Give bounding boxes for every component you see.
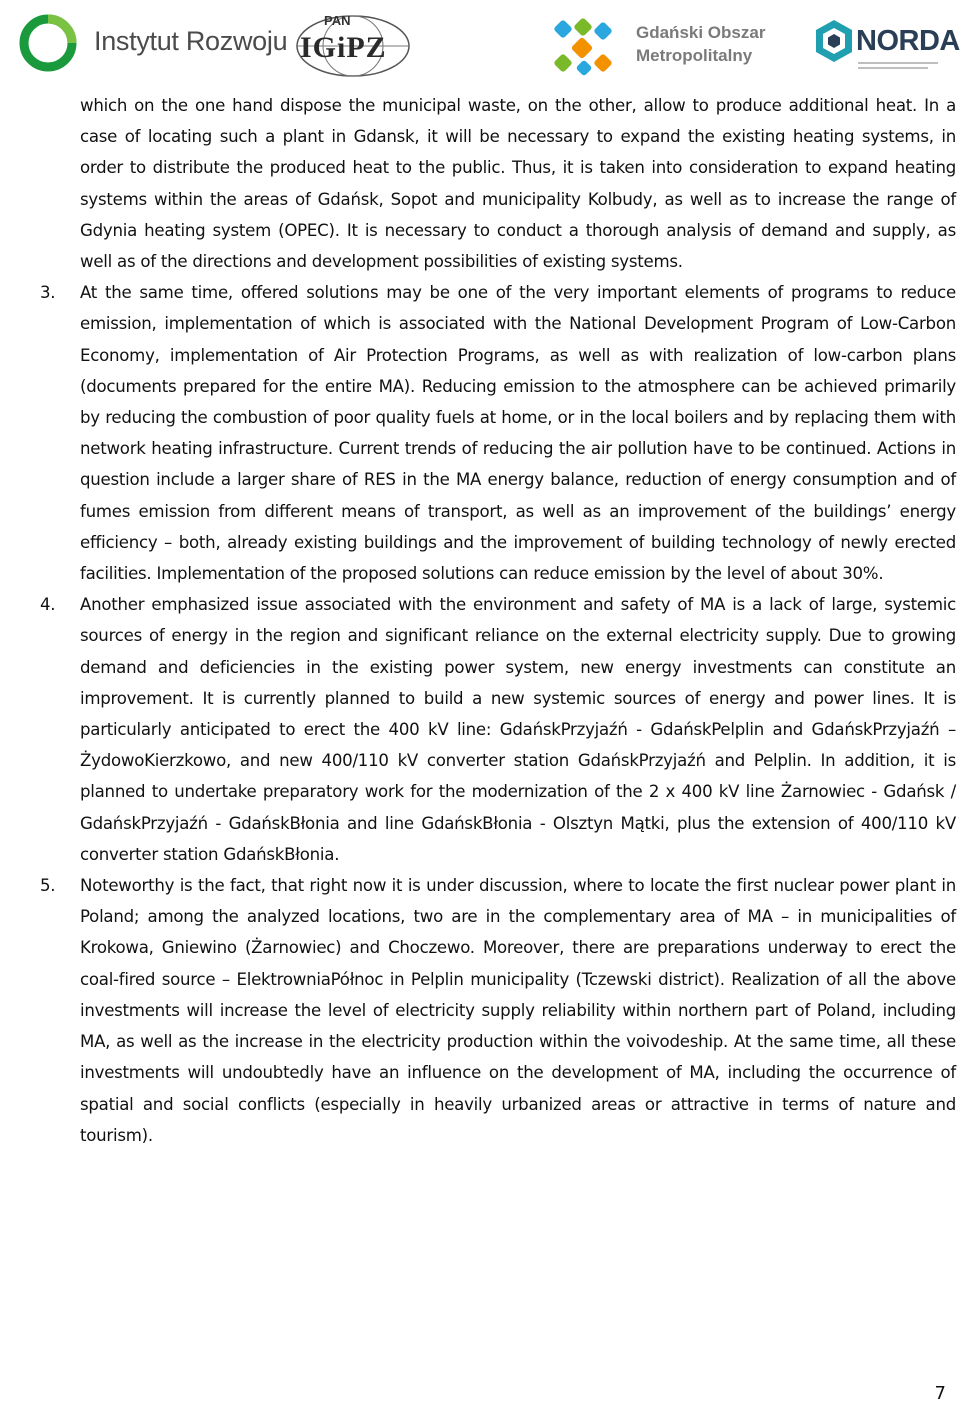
list-item <box>40 277 956 589</box>
list-item <box>40 589 956 870</box>
document-body <box>40 90 956 1151</box>
pan-logo-text: PAN <box>324 13 351 28</box>
list-item <box>40 870 956 1151</box>
metropolitan-cross-icon <box>552 16 622 78</box>
list-item-number: 5. <box>40 876 56 896</box>
list-item-text: Another emphasized issue associated with the environment and safety of MA is a lack of large, systemic sources of energy in the region and significant reliance on the external electricity supply. Due to growing demand and deficiencies in the existing power system, new energy investments can constitute an improvement. It is currently planned to build a new systemic sources of energy and power lines. It is particularly anticipated to erect the 400 kV line: GdańskPrzyjaźń - GdańskPelplin and GdańskPrzyjaźń – ŻydowoKierzkowo, and new 400/110 kV converter station GdańskPrzyjaźń and Pelplin. In addition, it is planned to undertake preparatory work for the modernization of the 2 x 400 kV line Żarnowiec - Gdańsk / GdańskPrzyjaźń - GdańskBłonia and line GdańskBłonia - Olsztyn Mątki, plus the extension of 400/110 kV converter station GdańskBłonia. <box>80 595 956 864</box>
norda-tagline-lines <box>858 60 943 72</box>
list-item-text: Noteworthy is the fact, that right now it is under discussion, where to locate the first nuclear power plant in Poland; among the analyzed locations, two are in the complementary area of MA – in municipalities of Krokowa, Gniewino (Żarnowiec) and Choczewo. Moreover, there are preparations underway to erect the coal-fired source – ElektrowniaPółnoc in Pelplin municipality (Tczewski district). Realization of all the above investments will increase the level of electricity supply reliability within northern part of Poland, including MA, as well as the increase in the electricity production within the voivodeship. At the same time, all these investments will undoubtedly have an influence on the development of MA, including the occurrence of spatial and social conflicts (especially in heavily urbanized areas or attractive in terms of nature and tourism). <box>80 876 956 1145</box>
gdanski-obszar-metropolitalny-logo <box>552 16 792 78</box>
instytut-rozwoju-ring-icon <box>18 12 84 74</box>
continuation-paragraph: which on the one hand dispose the municipal waste, on the other, allow to produce additional heat. In a case of locating such a plant in Gdansk, it will be necessary to expand the existing heating systems, in order to distribute the produced heat to the public. Thus, it is taken into consideration to expand heating systems within the areas of Gdańsk, Sopot and municipality Kolbudy, as well as to increase the range of Gdynia heating system (OPEC). It is necessary to conduct a thorough analysis of demand and supply, as well as of the directions and development possibilities of existing systems. <box>80 96 956 272</box>
list-item-number: 4. <box>40 595 56 615</box>
page-number: 7 <box>934 1383 946 1404</box>
norda-logo <box>812 10 960 80</box>
norda-logo-text: NORDA <box>856 25 960 57</box>
instytut-rozwoju-logo <box>18 12 288 74</box>
norda-hexagon-icon <box>812 18 856 68</box>
list-item-number: 3. <box>40 283 56 303</box>
instytut-rozwoju-logo-text: Instytut Rozwoju <box>94 26 288 56</box>
list-item-text: At the same time, offered solutions may be one of the very important elements of programs to reduce emission, implementation of which is associated with the National Development Program of Low-Carbon Economy, implementation of Air Protection Programs, as well as with realization of low-carbon plans (documents prepared for the entire MA). Reducing emission to the atmosphere can be achieved primarily by reducing the combustion of poor quality fuels at home, or in the local boilers and by replacing them with network heating infrastructure. Current trends of reducing the air pollution have to be continued. Actions in question include a larger share of RES in the MA energy balance, reduction of energy consumption and of fumes emission from different means of transport, as well as an improvement of the buildings’ energy efficiency – both, already existing buildings and the improvement of building technology of newly erected facilities. Implementation of the proposed solutions can reduce emission by the level of about 30%. <box>80 283 956 584</box>
igipz-logo-text: IGiPZ <box>300 31 387 64</box>
pan-igipz-logo <box>288 8 418 80</box>
gdanski-obszar-logo-text: Gdański Obszar Metropolitalny <box>636 23 766 65</box>
